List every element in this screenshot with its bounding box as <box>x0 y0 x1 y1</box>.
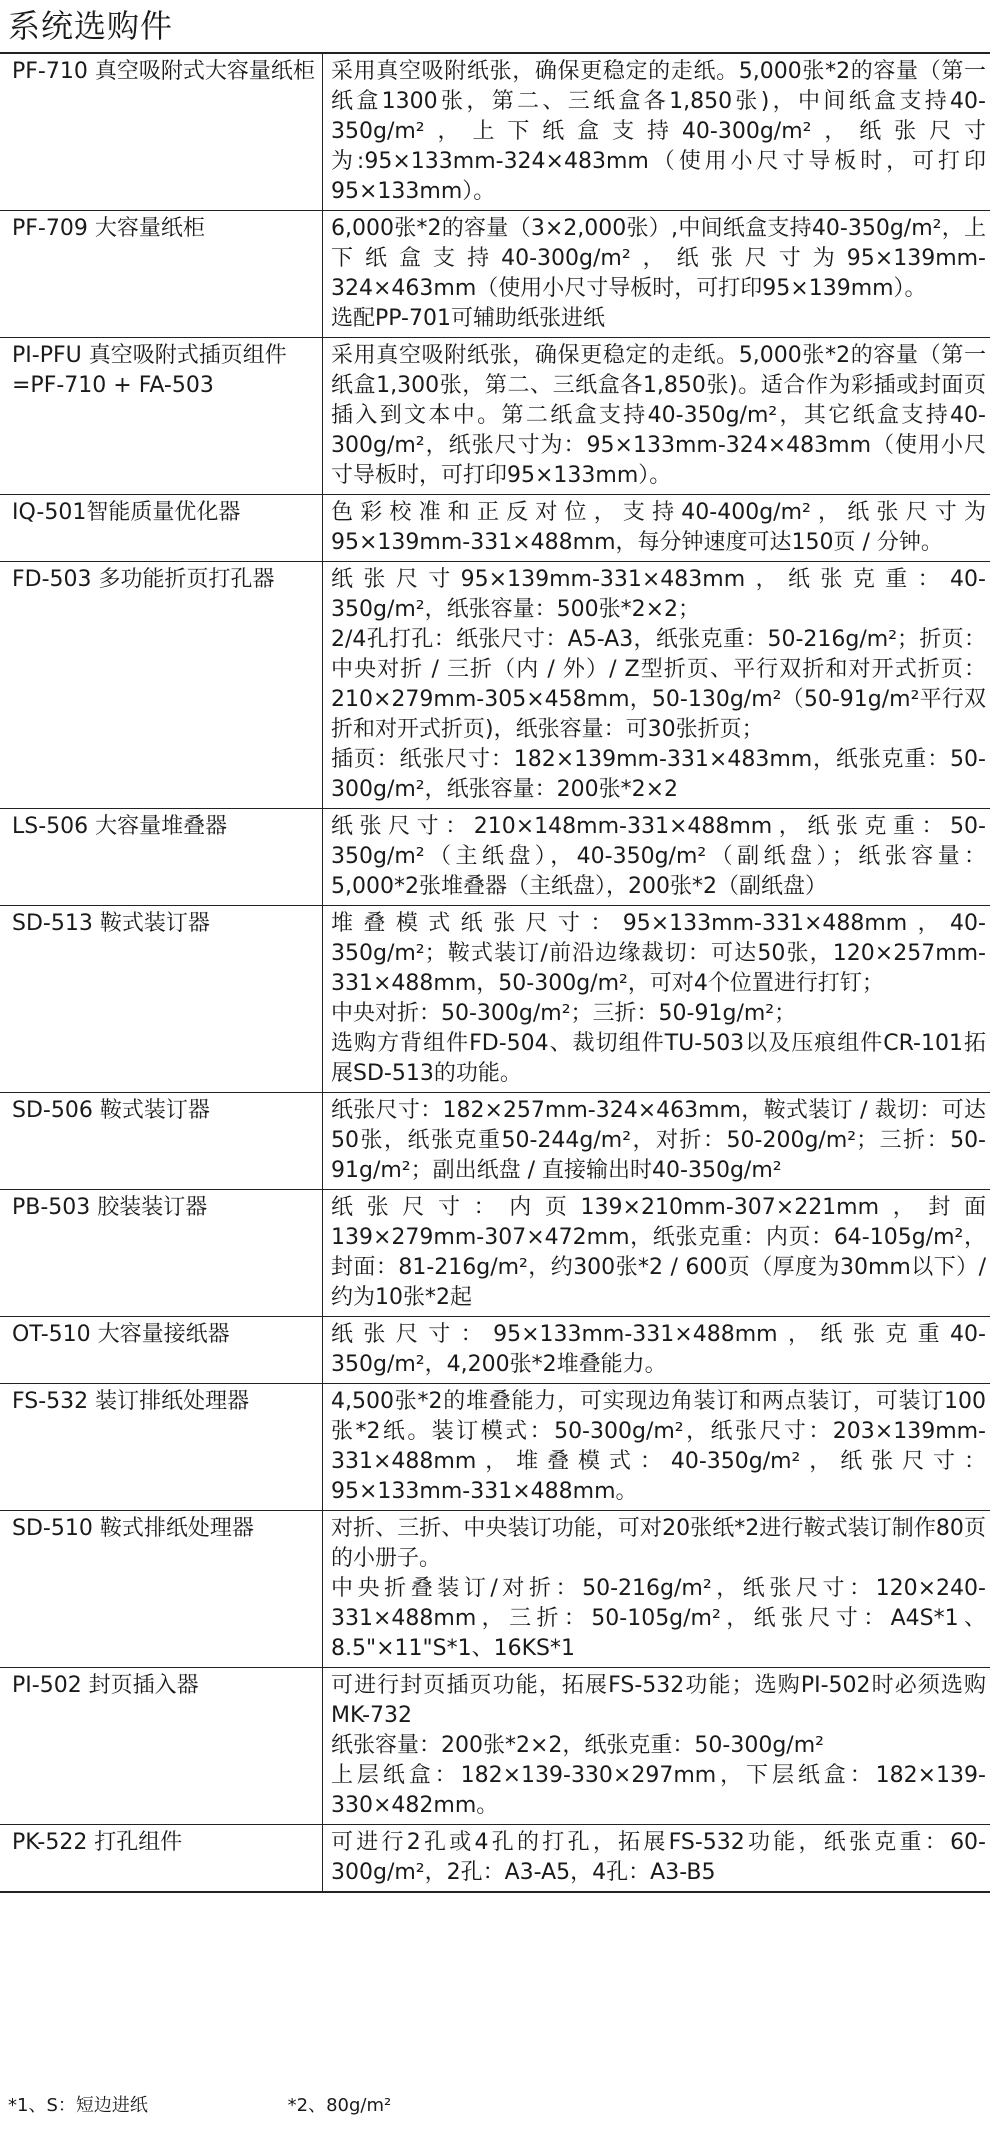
option-name: PF-709 大容量纸柜 <box>0 211 323 338</box>
description-paragraph: 堆叠模式纸张尺寸：95×133mm-331×488mm，40-350g/m²；鞍式装订/前沿边缘裁切：可达50张，120×257mm-331×488mm，50-300g/m²，可对4个位置进行打钉； <box>331 911 986 996</box>
option-description <box>323 53 990 211</box>
description-paragraph: 纸张尺寸：内页139×210mm-307×221mm，封面139×279mm-307×472mm，纸张克重：内页：64-105g/m²，封面：81-216g/m²，约300张*2 / 600页（厚度为30mm以下）/ 约为10张*2起 <box>331 1195 986 1310</box>
option-row <box>0 1317 990 1384</box>
option-description <box>323 495 990 562</box>
description-paragraph: 选配PP-701可辅助纸张进纸 <box>331 306 605 331</box>
option-description <box>323 211 990 338</box>
description-paragraph: 上层纸盒：182×139-330×297mm，下层纸盒：182×139-330×482mm。 <box>331 1763 986 1818</box>
option-name: PK-522 打孔组件 <box>0 1825 323 1893</box>
option-description <box>323 338 990 495</box>
footnote-1: *1、S：短边进纸 <box>8 2095 148 2116</box>
description-paragraph: 4,500张*2的堆叠能力，可实现边角装订和两点装订，可装订100张*2纸。装订模式：50-300g/m²，纸张尺寸：203×139mm-331×488mm，堆叠模式：40-350g/m²，纸张尺寸：95×133mm-331×488mm。 <box>331 1389 986 1504</box>
option-row <box>0 1384 990 1511</box>
option-name: SD-506 鞍式装订器 <box>0 1093 323 1190</box>
option-row <box>0 1668 990 1825</box>
option-name: PI-502 封页插入器 <box>0 1668 323 1825</box>
description-paragraph: 中央对折：50-300g/m²；三折：50-91g/m²； <box>331 1001 797 1026</box>
description-paragraph: 采用真空吸附纸张，确保更稳定的走纸。5,000张*2的容量（第一纸盒1300张，第二、三纸盒各1,850张)，中间纸盒支持40-350g/m²，上下纸盒支持40-300g/m²，纸张尺寸为:95×133mm-324×483mm（使用小尺寸导板时，可打印95×133mm）。 <box>331 59 986 204</box>
description-paragraph: 插页：纸张尺寸：182×139mm-331×483mm，纸张克重：50-300g/m²，纸张容量：200张*2×2 <box>331 747 986 802</box>
option-name: PF-710 真空吸附式大容量纸柜 <box>0 53 323 211</box>
description-paragraph: 对折、三折、中央装订功能，可对20张纸*2进行鞍式装订制作80页的小册子。 <box>331 1516 986 1571</box>
option-name: SD-510 鞍式排纸处理器 <box>0 1511 323 1668</box>
option-row <box>0 562 990 809</box>
option-description <box>323 1511 990 1668</box>
option-row <box>0 211 990 338</box>
option-description <box>323 1093 990 1190</box>
footnotes <box>8 2094 391 2118</box>
option-row <box>0 338 990 495</box>
footnote-2: *2、80g/m² <box>287 2095 392 2116</box>
option-name: OT-510 大容量接纸器 <box>0 1317 323 1384</box>
option-description <box>323 1317 990 1384</box>
description-paragraph: 6,000张*2的容量（3×2,000张）,中间纸盒支持40-350g/m²，上下纸盒支持40-300g/m²，纸张尺寸为95×139mm-324×463mm（使用小尺寸导板时，可打印95×139mm）。 <box>331 216 986 301</box>
option-row <box>0 495 990 562</box>
description-paragraph: 纸张尺寸：182×257mm-324×463mm，鞍式装订 / 裁切：可达50张，纸张克重50-244g/m²，对折：50-200g/m²；三折：50-91g/m²；副出纸盘 / 直接输出时40-350g/m² <box>331 1098 986 1183</box>
description-paragraph: 纸张尺寸：95×133mm-331×488mm，纸张克重40-350g/m²，4,200张*2堆叠能力。 <box>331 1322 986 1377</box>
option-row <box>0 1825 990 1893</box>
description-paragraph: 纸张尺寸95×139mm-331×483mm，纸张克重：40-350g/m²，纸张容量：500张*2×2； <box>331 567 986 622</box>
options-table <box>0 52 990 1893</box>
option-description <box>323 906 990 1093</box>
option-row <box>0 53 990 211</box>
description-paragraph: 2/4孔打孔：纸张尺寸：A5-A3，纸张克重：50-216g/m²；折页：中央对折 / 三折（内 / 外）/ Z型折页、平行双折和对开式折页：210×279mm-305×458mm，50-130g/m²（50-91g/m²平行双折和对开式折页)，纸张容量：可30张折页； <box>331 627 986 742</box>
description-paragraph: 纸张尺寸：210×148mm-331×488mm，纸张克重：50-350g/m²（主纸盘），40-350g/m²（副纸盘）；纸张容量：5,000*2张堆叠器（主纸盘），200张*2（副纸盘） <box>331 814 986 899</box>
option-description <box>323 562 990 809</box>
description-paragraph: 纸张容量：200张*2×2，纸张克重：50-300g/m² <box>331 1733 824 1758</box>
option-row <box>0 906 990 1093</box>
option-name: IQ-501智能质量优化器 <box>0 495 323 562</box>
option-description <box>323 1190 990 1317</box>
option-name: LS-506 大容量堆叠器 <box>0 809 323 906</box>
option-description <box>323 809 990 906</box>
description-paragraph: 色彩校准和正反对位，支持40-400g/m²，纸张尺寸为95×139mm-331×488mm，每分钟速度可达150页 / 分钟。 <box>331 500 986 555</box>
option-description <box>323 1384 990 1511</box>
option-row <box>0 1511 990 1668</box>
page-title: 系统选购件 <box>8 7 174 45</box>
option-row <box>0 809 990 906</box>
description-paragraph: 采用真空吸附纸张，确保更稳定的走纸。5,000张*2的容量（第一纸盒1,300张，第二、三纸盒各1,850张)。适合作为彩插或封面页插入到文本中。第二纸盒支持40-350g/m²，其它纸盒支持40-300g/m²，纸张尺寸为：95×133mm-324×483mm（使用小尺寸导板时，可打印95×133mm）。 <box>331 343 986 488</box>
description-paragraph: 可进行2孔或4孔的打孔，拓展FS-532功能，纸张克重：60-300g/m²，2孔：A3-A5，4孔：A3-B5 <box>331 1830 986 1885</box>
description-paragraph: 选购方背组件FD-504、裁切组件TU-503以及压痕组件CR-101拓展SD-513的功能。 <box>331 1031 986 1086</box>
option-row <box>0 1093 990 1190</box>
option-row <box>0 1190 990 1317</box>
option-name: FD-503 多功能折页打孔器 <box>0 562 323 809</box>
description-paragraph: 可进行封页插页功能，拓展FS-532功能；选购PI-502时必须选购MK-732 <box>331 1673 986 1728</box>
option-name: PI-PFU 真空吸附式插页组件=PF-710 + FA-503 <box>0 338 323 495</box>
option-name: FS-532 装订排纸处理器 <box>0 1384 323 1511</box>
option-description <box>323 1668 990 1825</box>
option-description <box>323 1825 990 1893</box>
option-name: PB-503 胶装装订器 <box>0 1190 323 1317</box>
description-paragraph: 中央折叠装订/对折：50-216g/m²，纸张尺寸：120×240-331×488mm，三折：50-105g/m²，纸张尺寸：A4S*1、8.5"×11"S*1、16KS*1 <box>331 1576 986 1661</box>
option-name: SD-513 鞍式装订器 <box>0 906 323 1093</box>
